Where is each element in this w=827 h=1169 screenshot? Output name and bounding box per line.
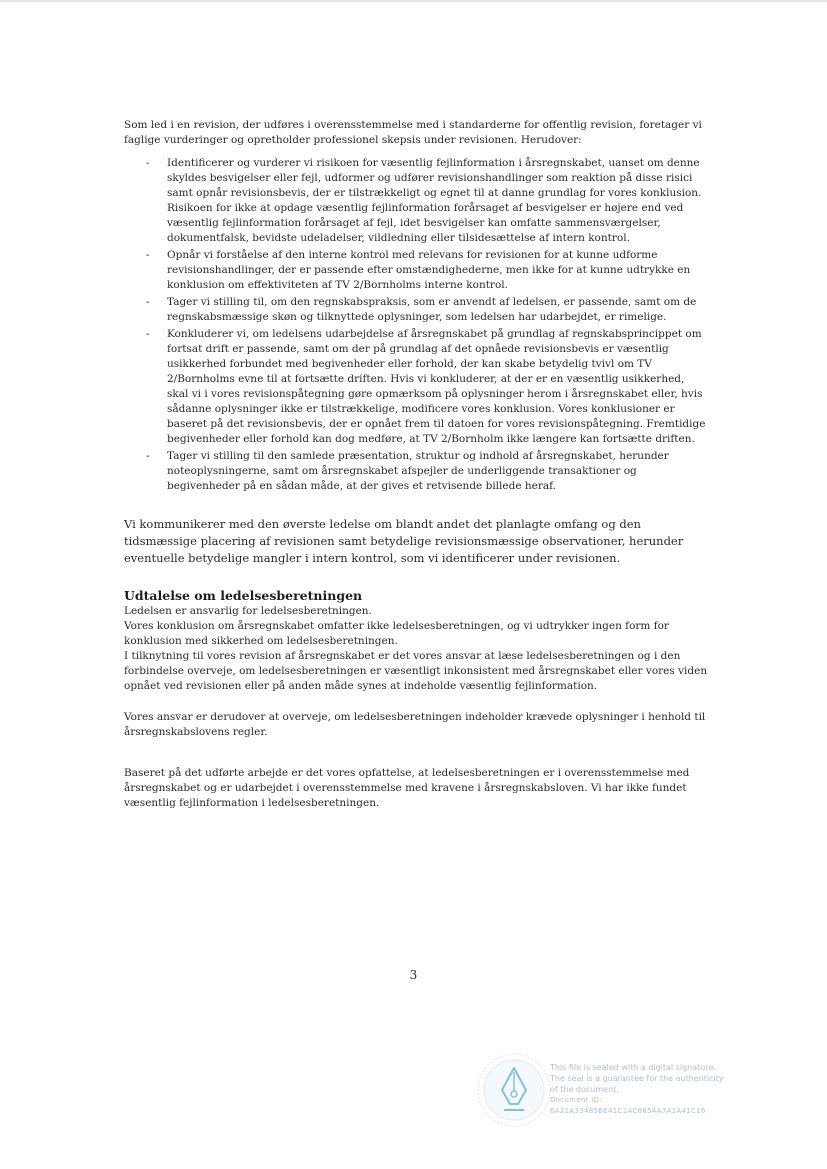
digital-seal	[474, 1050, 774, 1130]
page-number: 3	[409, 968, 418, 982]
communication-paragraph: Vi kommunikerer med den øverste ledelse om blandt andet det planlagte omfang og den tidsmæssige placering af revisionen samt betydelige revisionsmæssige observationer, herunder eventuelle betydelige mangler i intern kontrol, som vi identificerer under revisionen.	[124, 517, 684, 565]
seal-document-id: 6A21A33485BE41C1AC8654A7A1A41C16	[550, 1107, 706, 1115]
responsibility-list	[124, 156, 708, 494]
section-heading: Udtalelse om ledelsesberetningen	[124, 588, 363, 603]
seal-document-id-label: Document ID:	[550, 1096, 602, 1104]
page-content	[124, 118, 708, 811]
opinion-paragraph: Baseret på det udførte arbejde er det vores opfattelse, at ledelsesberetningen er i overensstemmelse med årsregnskabet og er udarbejdet i overensstemmelse med kravene i årsregnskabsloven. Vi har ikke fundet væsentlig fejlinformation i ledelsesberetningen.	[124, 767, 690, 809]
bullet-dash: -	[146, 296, 150, 308]
list-item-text: Opnår vi forståelse af den interne kontrol med relevans for revisionen for at kunne udforme revisionshandlinger, der er passende efter omstændighederne, men ikke for at kunne udtrykke en konklusion om effektiviteten af TV 2/Bornholms interne kontrol.	[167, 249, 691, 291]
list-item-text: Identificerer og vurderer vi risikoen for væsentlig fejlinformation i årsregnskabet, uanset om denne skyldes besvigelser eller fejl, udformer og udfører revisionshandlinger som reaktion på disse risici samt opnår revisionsbevis, der er tilstrækkeligt og egnet til at danne grundlag for vores konklusion. Risikoen for ikke at opdage væsentlig fejlinformation forårsaget af besvigelser er højere end ved væsentlig fejlinformation forårsaget af fejl, idet besvigelser kan omfatte sammensværgelser, dokumentfalsk, bevidste udeladelser, vildledning eller tilsidesættelse af intern kontrol.	[167, 157, 702, 244]
list-item	[124, 156, 708, 246]
seal-line: The seal is a guarantee for the authenticity	[550, 1074, 724, 1083]
list-item-text: Konkluderer vi, om ledelsens udarbejdelse af årsregnskabet på grundlag af regnskabsprincippet om fortsat drift er passende, samt om der på grundlag af det opnåede revisionsbevis er væsentlig usikkerhed forbundet med begivenheder eller forhold, der kan skabe betydelig tvivl om TV 2/Bornholms evne til at fortsætte driften. Hvis vi konkluderer, at der er en væsentlig usikkerhed, skal vi i vores revisionspåtegning gøre opmærksom på oplysninger herom i årsregnskabet eller, hvis sådanne oplysninger ikke er tilstrækkelige, modificere vores konklusion. Vores konklusioner er baseret på det revisionsbevis, der er opnået frem til datoen for vores revisionspåtegning. Fremtidige begivenheder eller forhold kan dog medføre, at TV 2/Bornholm ikke længere kan fortsætte driften.	[167, 328, 706, 445]
bullet-dash: -	[146, 249, 150, 261]
list-item	[124, 449, 708, 494]
management-responsibility-paragraph: Ledelsen er ansvarlig for ledelsesberetningen.	[124, 605, 372, 617]
list-item-text: Tager vi stilling til den samlede præsentation, struktur og indhold af årsregnskabet, herunder noteoplysningerne, samt om årsregnskabet afspejler de underliggende transaktioner og begivenheder på en sådan måde, at der gives et retvisende billede heraf.	[167, 450, 669, 492]
bullet-dash: -	[146, 450, 150, 462]
intro-paragraph: Som led i en revision, der udføres i overensstemmelse med i standarderne for offentlig revision, foretager vi faglige vurderinger og opretholder professionel skepsis under revisionen. Herudover:	[124, 119, 702, 146]
conclusion-scope-paragraph: Vores konklusion om årsregnskabet omfatter ikke ledelsesberetningen, og vi udtrykker ingen form for konklusion med sikkerhed om ledelsesberetningen.	[124, 620, 669, 647]
list-item	[124, 327, 708, 447]
bullet-dash: -	[146, 157, 150, 169]
pen-nib-seal-icon	[474, 1050, 554, 1130]
list-item	[124, 295, 708, 325]
list-item	[124, 248, 708, 293]
seal-line: This file is sealed with a digital signature.	[550, 1063, 716, 1072]
additional-responsibility-paragraph: Vores ansvar er derudover at overveje, om ledelsesberetningen indeholder krævede oplysninger i henhold til årsregnskabslovens regler.	[124, 711, 706, 738]
page-top-edge	[0, 0, 827, 2]
bullet-dash: -	[146, 328, 150, 340]
seal-text	[550, 1062, 770, 1117]
seal-line: of the document.	[550, 1085, 619, 1094]
list-item-text: Tager vi stilling til, om den regnskabspraksis, som er anvendt af ledelsen, er passende, samt om de regnskabsmæssige skøn og tilknyttede oplysninger, som ledelsen har udarbejdet, er rimelige.	[167, 296, 697, 323]
reading-responsibility-paragraph: I tilknytning til vores revision af årsregnskabet er det vores ansvar at læse ledelsesberetningen og i den forbindelse overveje, om ledelsesberetningen er væsentligt inkonsistent med årsregnskabet eller vores viden opnået ved revisionen eller på anden måde synes at indeholde væsentlig fejlinformation.	[124, 650, 708, 692]
